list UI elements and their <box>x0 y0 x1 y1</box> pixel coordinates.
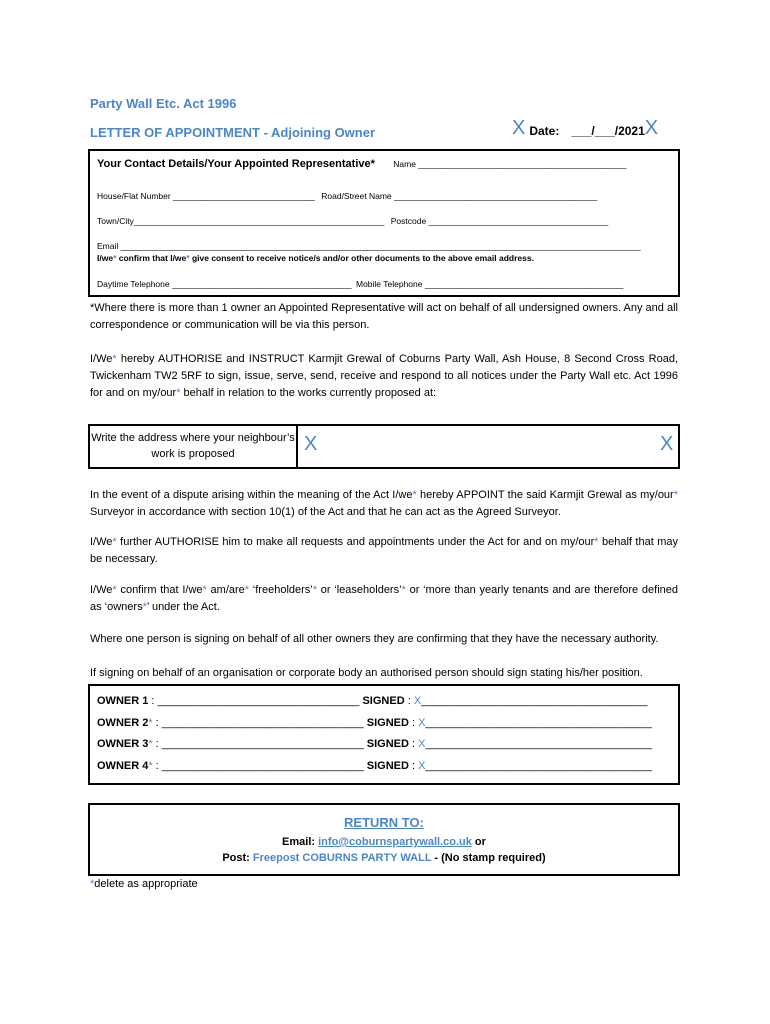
return-heading: RETURN TO: <box>344 815 424 830</box>
owner-3-signature-line[interactable]: _____________________________________ <box>425 738 652 750</box>
further-paragraph: I/We* further AUTHORISE him to make all requests and appointments under the Act for and on my/our* behalf that may be necessary. <box>90 536 678 565</box>
address-box[interactable] <box>88 424 680 469</box>
email-field[interactable]: Email ______________________________________________________________________________________________________________ <box>97 241 641 251</box>
town-field[interactable]: Town/City_____________________________________________________ <box>97 216 385 226</box>
date-value[interactable]: ___/___/2021 <box>571 124 645 138</box>
owner-4-signature-line[interactable]: _____________________________________ <box>425 760 652 772</box>
house-field[interactable]: House/Flat Number ______________________________ <box>97 191 315 201</box>
document-title: Party Wall Etc. Act 1996 <box>90 96 237 111</box>
organisation-note: If signing on behalf of an organisation or corporate body an authorised person should sign stating his/her position. <box>90 667 643 679</box>
dispute-paragraph: In the event of a dispute arising within the meaning of the Act I/we* hereby APPOINT the said Karmjit Grewal as my/our* Surveyor in accordance with section 10(1) of the Act and that he can act as the Agreed Surveyor. <box>90 489 678 518</box>
owner-2-name-line[interactable]: _________________________________ <box>161 717 364 729</box>
document-subtitle: LETTER OF APPOINTMENT - Adjoining Owner <box>90 125 376 140</box>
owner-row-1[interactable]: OWNER 1 : _________________________________ SIGNED : X_____________________________________ <box>97 695 648 707</box>
authorise-paragraph: I/We* hereby AUTHORISE and INSTRUCT Karmjit Grewal of Coburns Party Wall, Ash House, 8 Second Cross Road, Twickenham TW2 5RF to sign, issue, serve, send, receive and respond to all notices under the Party Wall etc. Act 1996 for and on my/our* behalf in relation to the works currently proposed at: <box>90 353 678 399</box>
road-field[interactable]: Road/Street Name ___________________________________________ <box>321 191 598 201</box>
email-consent: I/we* confirm that I/we* give consent to receive notice/s and/or other documents to the above email address. <box>97 253 534 263</box>
owners-signature-box <box>88 684 680 785</box>
footnote: *delete as appropriate <box>90 878 198 890</box>
contact-heading: Your Contact Details/Your Appointed Representative* <box>97 158 375 170</box>
return-to-box <box>88 803 680 876</box>
return-post: Post: Freepost COBURNS PARTY WALL - (No stamp required) <box>222 852 546 864</box>
owner-row-4[interactable]: OWNER 4* : _________________________________ SIGNED : X_____________________________________ <box>97 760 652 772</box>
address-x-mark-right: X <box>660 433 674 455</box>
owner-2-signature-line[interactable]: _____________________________________ <box>425 717 652 729</box>
contact-details-box <box>88 149 680 297</box>
owner-4-name-line[interactable]: _________________________________ <box>161 760 364 772</box>
owner-row-2[interactable]: OWNER 2* : _________________________________ SIGNED : X_____________________________________ <box>97 717 652 729</box>
representative-note: *Where there is more than 1 owner an Appointed Representative will act on behalf of all undersigned owners. Any and all correspondence or communication will be via this person. <box>90 302 678 331</box>
owner-1-name-line[interactable]: _________________________________ <box>157 695 360 707</box>
postcode-field[interactable]: Postcode ______________________________________ <box>390 216 609 226</box>
date-label: Date: <box>529 124 560 138</box>
owner-3-name-line[interactable]: _________________________________ <box>161 738 364 750</box>
date-x-mark-left: X <box>512 117 526 139</box>
signing-note: Where one person is signing on behalf of all other owners they are confirming that they have the necessary authority. <box>90 633 659 645</box>
name-field[interactable]: Name ____________________________________________ <box>393 159 627 169</box>
return-email: Email: info@coburnspartywall.co.uk or <box>282 836 486 848</box>
owner-row-3[interactable]: OWNER 3* : _________________________________ SIGNED : X_____________________________________ <box>97 738 652 750</box>
date-field[interactable] <box>512 118 658 138</box>
mobile-phone-field[interactable]: Mobile Telephone __________________________________________ <box>356 279 624 289</box>
daytime-phone-field[interactable]: Daytime Telephone ______________________________________ <box>97 279 352 289</box>
return-email-link[interactable]: info@coburnspartywall.co.uk <box>318 836 472 848</box>
confirm-paragraph: I/We* confirm that I/we* am/are* ‘freeholders’* or ‘leaseholders’* or ‘more than yearly tenants and are therefore defined as ‘owners*’ under the Act. <box>90 584 678 613</box>
date-x-mark-right: X <box>644 117 659 139</box>
owner-1-signature-line[interactable]: _____________________________________ <box>421 695 648 707</box>
address-label: Write the address where your neighbour’s work is proposed <box>90 426 298 467</box>
address-x-mark-left: X <box>304 433 318 455</box>
